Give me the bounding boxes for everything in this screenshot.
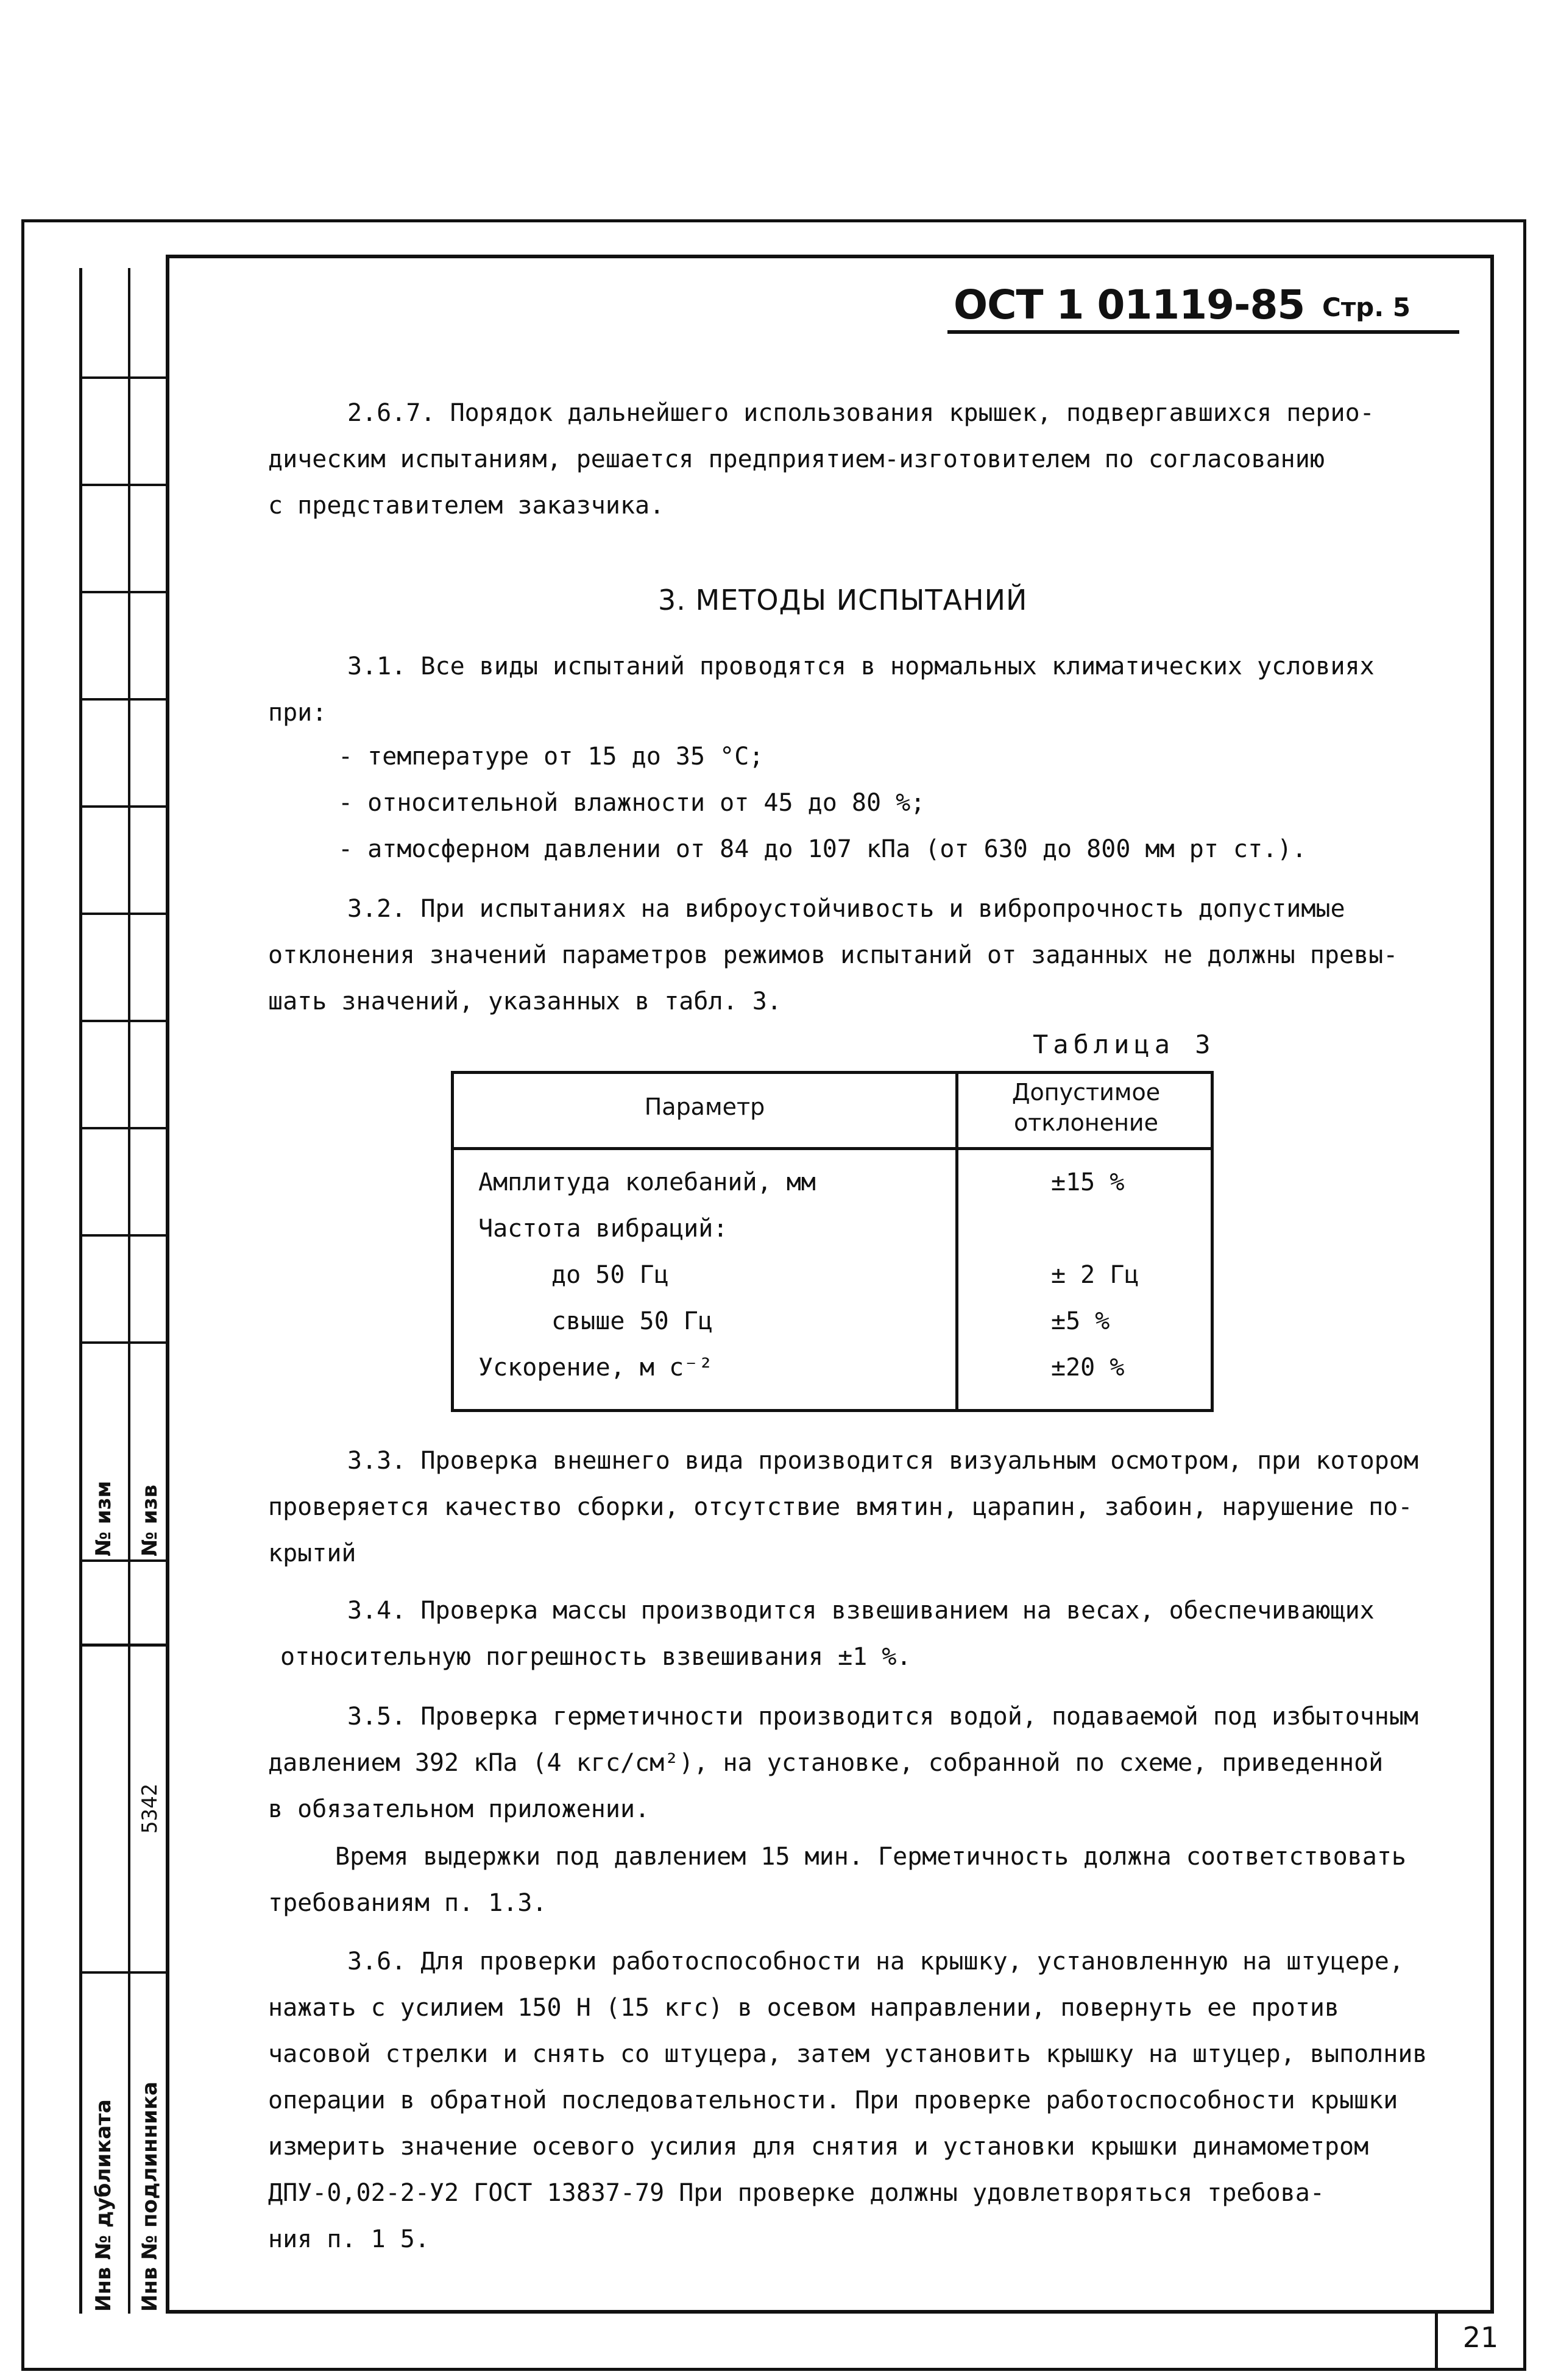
text-line: относительную погрешность взвешивания ±1 %. (280, 1643, 911, 1671)
table-cell-param: свыше 50 Гц (551, 1307, 713, 1335)
text-line: 3.4. Проверка массы производится взвешиванием на весах, обеспечивающих (347, 1597, 1375, 1625)
document-code: ОСТ 1 01119-85 (954, 281, 1305, 328)
text-line: с представителем заказчика. (268, 492, 665, 520)
text-line: шать значений, указанных в табл. 3. (268, 987, 782, 1015)
table-cell-param: Амплитуда колебаний, мм (478, 1168, 816, 1196)
table-cell-param: до 50 Гц (551, 1261, 669, 1289)
table-cell-param: Ускорение, м с⁻² (478, 1354, 713, 1382)
text-line: требованиям п. 1.3. (268, 1889, 547, 1917)
header-parameter: Параметр (644, 1093, 765, 1120)
paragraph-3-4 (280, 1587, 1438, 1680)
text-line: отклонения значений параметров режимов испытаний от заданных не должны превы- (268, 941, 1398, 969)
table-cell-param: Частота вибраций: (478, 1215, 728, 1243)
header-tolerance-line: отклонение (1013, 1109, 1159, 1136)
table-cell-tol: ±5 % (1051, 1307, 1110, 1335)
table-caption: Таблица 3 (1033, 1029, 1216, 1059)
paragraph-2-6-7 (268, 390, 1426, 529)
paragraph-3-3 (268, 1438, 1426, 1577)
text-line: 3.6. Для проверки работоспособности на крышку, установленную на штуцере, (347, 1947, 1404, 1976)
text-line: 3.5. Проверка герметичности производится водой, подаваемой под избыточным (347, 1703, 1418, 1731)
header-tolerance-line: Допустимое (1011, 1079, 1161, 1106)
paragraph-3-1 (268, 643, 1426, 736)
text-line: в обязательном приложении. (268, 1795, 650, 1823)
paragraph-3-6 (268, 1938, 1426, 2262)
text-line: измерить значение осевого усилия для снятия и установки крышки динамометром (268, 2133, 1369, 2161)
original-number: 5342 (138, 1784, 162, 1834)
table-cell-tol: ± 2 Гц (1051, 1261, 1139, 1289)
section-heading: 3. МЕТОДЫ ИСПЫТАНИЙ (658, 584, 1028, 616)
text-line: 3.1. Все виды испытаний проводятся в нормальных климатических условиях (347, 652, 1375, 680)
text-line: ДПУ-0,02-2-У2 ГОСТ 13837-79 При проверке должны удовлетворяться требова- (268, 2179, 1325, 2207)
text-line: 2.6.7. Порядок дальнейшего использования крышек, подвергавшихся перио- (347, 399, 1375, 427)
text-line: проверяется качество сборки, отсутствие вмятин, царапин, забоин, нарушение по- (268, 1493, 1413, 1521)
change-notice-label: № изв (138, 1485, 162, 1556)
table-cell-tol: ±20 % (1051, 1354, 1125, 1382)
header-tolerance (958, 1077, 1214, 1138)
text-line: крытий (268, 1539, 356, 1567)
page-label: Стр. 5 (1322, 292, 1411, 322)
text-line: 3.2. При испытаниях на виброустойчивость и вибропрочность допустимые (347, 895, 1345, 923)
header-rule (947, 330, 1459, 334)
table-cell-tol: ±15 % (1051, 1168, 1125, 1196)
text-line: часовой стрелки и снять со штуцера, затем установить крышку на штуцер, выполнив (268, 2040, 1428, 2068)
table-header-divider (451, 1147, 1214, 1150)
text-line: 3.3. Проверка внешнего вида производится визуальным осмотром, при котором (347, 1447, 1418, 1475)
text-line: при: (268, 699, 327, 727)
duplicate-inventory-label: Инв № дубликата (91, 2099, 116, 2312)
paragraph-3-2 (268, 886, 1426, 1025)
paragraph-3-5 (268, 1693, 1426, 1832)
text-line: ния п. 1 5. (268, 2225, 430, 2253)
text-line: Время выдержки под давлением 15 мин. Герметичность должна соответствовать (335, 1843, 1406, 1871)
list-item: - температуре от 15 до 35 °С; (338, 743, 764, 771)
text-line: давлением 392 кПа (4 кгс/см²), на установке, собранной по схеме, приведенной (268, 1749, 1384, 1777)
text-line: операции в обратной последовательности. При проверке работоспособности крышки (268, 2086, 1398, 2114)
text-line: нажать с усилием 150 Н (15 кгс) в осевом направлении, повернуть ее против (268, 1994, 1339, 2022)
paragraph-3-5-hold (268, 1834, 1426, 1926)
list-item: - атмосферном давлении от 84 до 107 кПа (от 630 до 800 мм рт ст.). (338, 835, 1307, 863)
original-inventory-label: Инв № подлинника (138, 2082, 162, 2312)
condition-list (338, 733, 1496, 872)
text-line: дическим испытаниям, решается предприятием-изготовителем по согласованию (268, 445, 1325, 473)
side-stamp (79, 268, 166, 2314)
rev-number-label: № изм (91, 1480, 116, 1556)
sheet-number: 21 (1462, 2321, 1499, 2354)
list-item: - относительной влажности от 45 до 80 %; (338, 789, 926, 817)
